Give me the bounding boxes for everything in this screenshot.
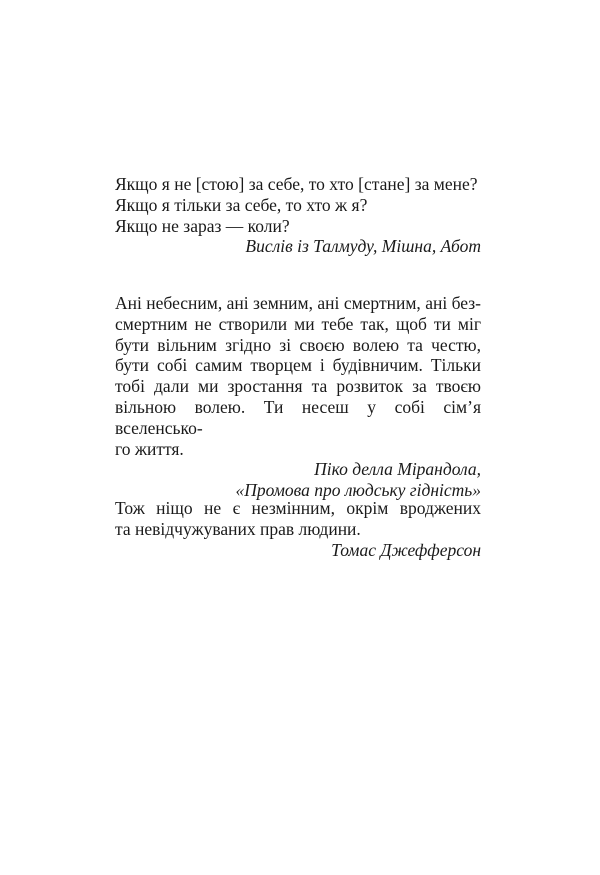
quote-line: та невідчужуваних прав людини. [115,518,361,539]
attribution: Томас Джефферсон [331,539,481,560]
quote-line: вільною волею. Ти несеш у собі сім’я вселенсько- [115,396,481,438]
attribution: Піко делла Мірандола, [314,459,481,480]
quote-line: го життя. [115,438,184,459]
quote-line: смертним не створили ми тебе так, щоб ти міг [115,313,481,334]
epigraph-talmud [115,174,481,257]
quote-line: Якщо я тільки за себе, то хто ж я? [115,194,368,215]
attribution: «Промова про людську гідність» [235,480,481,501]
quote-line: тобі дали ми зростання та розвиток за твоєю [115,376,481,397]
epigraph-jefferson [115,498,481,560]
quote-line: Якщо не зараз — коли? [115,215,290,236]
quote-line: Ані небесним, ані земним, ані смертним, ані без- [115,293,481,313]
quote-line: Тож ніщо не є незмінним, окрім вроджених [115,498,481,518]
quote-line: Якщо я не [стою] за себе, то хто [стане] за мене? [115,174,478,194]
attribution: Вислів із Талмуду, Мішна, Абот [245,236,481,257]
epigraph-pico [115,293,481,501]
quote-line: бути вільним згідно зі своєю волею та честю, [115,334,481,355]
quote-line: бути собі самим творцем і будівничим. Тільки [115,355,481,376]
